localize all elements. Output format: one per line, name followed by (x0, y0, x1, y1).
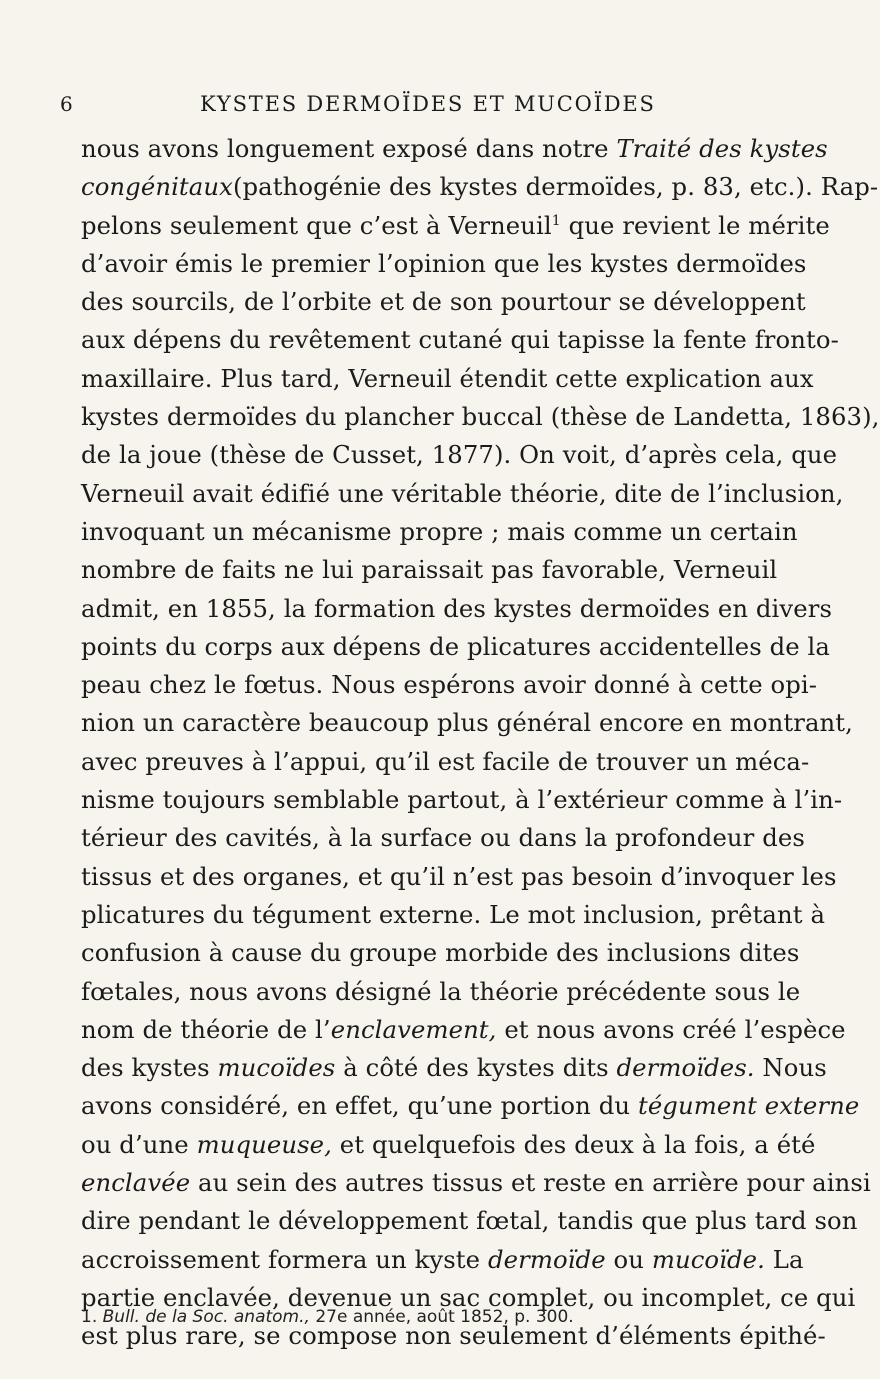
text-run: fœtales, nous avons désigné la théorie précédente sous le (81, 976, 801, 1006)
text-run: (pathogénie des kystes dermoïdes, p. 83, etc.). Rap- (232, 172, 879, 202)
text-run: nisme toujours semblable partout, à l’extérieur comme à l’in- (81, 785, 843, 815)
text-line (81, 1202, 858, 1240)
text-run: et nous avons créé l’espèce (496, 1014, 846, 1044)
text-run: et quelquefois des deux à la fois, a été (331, 1129, 816, 1159)
page-header (60, 92, 720, 118)
text-line (81, 666, 818, 704)
italic-run: enclavée (81, 1168, 191, 1198)
body-paragraph (81, 130, 880, 1356)
italic-run: dermoïde (487, 1244, 606, 1274)
footnote-details: 27e année, août 1852, p. 300. (315, 1307, 574, 1327)
text-run: dire pendant le développement fœtal, tandis que plus tard son (81, 1206, 858, 1236)
text-run: de la joue (thèse de Cusset, 1877). On voit, d’après cela, que (81, 440, 838, 470)
text-run: plicatures du tégument externe. Le mot inclusion, prêtant à (81, 899, 826, 929)
text-line (81, 590, 833, 628)
text-line (81, 858, 837, 896)
text-line (81, 973, 801, 1011)
text-run: térieur des cavités, à la surface ou dans la profondeur des (81, 823, 805, 853)
text-line (81, 245, 807, 283)
italic-run: mucoïde. (651, 1244, 765, 1274)
text-run: d’avoir émis le premier l’opinion que les kystes dermoïdes (81, 248, 807, 278)
text-line (81, 1049, 827, 1087)
text-line (81, 360, 814, 398)
text-run: points du corps aux dépens de plicatures accidentelles de la (81, 631, 831, 661)
text-run: des kystes (81, 1053, 218, 1083)
text-run: confusion à cause du groupe morbide des inclusions dites (81, 938, 800, 968)
text-line (81, 896, 826, 934)
text-run: La (764, 1244, 804, 1274)
text-run: partie enclavée, devenue un sac complet, ou incomplet, ce qui (81, 1282, 856, 1312)
text-run: aux dépens du revêtement cutané qui tapisse la fente fronto- (81, 325, 839, 355)
text-run: que revient le mérite (560, 210, 830, 240)
text-run: à côté des kystes dits (335, 1053, 617, 1083)
page-number: 6 (60, 92, 73, 116)
text-line (81, 743, 810, 781)
text-run: est plus rare, se compose non seulement d’éléments épithé- (81, 1321, 826, 1351)
italic-run: Traité des kystes (616, 134, 828, 163)
text-run: admit, en 1855, la formation des kystes dermoïdes en divers (81, 593, 833, 623)
text-run: kystes dermoïdes du plancher buccal (thèse de Landetta, 1863), (81, 402, 880, 432)
text-run: ou (605, 1244, 652, 1274)
text-line (81, 475, 844, 513)
text-run: accroissement formera un kyste (81, 1244, 488, 1274)
italic-run: tégument externe (637, 1091, 860, 1121)
text-line (81, 130, 828, 168)
text-line (81, 704, 853, 742)
text-line (81, 1241, 804, 1279)
footnote-journal: Bull. de la Soc. anatom., (102, 1307, 310, 1327)
footnote (81, 1305, 743, 1329)
text-line (81, 398, 880, 436)
text-run: nous avons longuement exposé dans notre (81, 134, 617, 163)
text-run: nion un caractère beaucoup plus général encore en montrant, (81, 708, 853, 738)
italic-run: enclavement, (330, 1014, 497, 1044)
text-run: ou d’une (81, 1129, 197, 1159)
text-run: peau chez le fœtus. Nous espérons avoir donné à cette opi- (81, 670, 818, 700)
text-run: des sourcils, de l’orbite et de son pourtour se développent (81, 287, 806, 317)
italic-run: muqueuse, (196, 1129, 332, 1159)
text-line (81, 321, 839, 359)
text-line (81, 628, 831, 666)
text-line (81, 513, 798, 551)
text-line (81, 781, 843, 819)
text-run: invoquant un mécanisme propre ; mais comme un certain (81, 516, 798, 546)
text-run: pelons seulement que c’est à Verneuil (81, 210, 552, 240)
running-title: KYSTES DERMOÏDES ET MUCOÏDES (200, 92, 656, 116)
footnote-number: 1. (81, 1307, 98, 1327)
text-line (81, 168, 879, 206)
footnote-marker: 1 (551, 212, 561, 229)
text-run: au sein des autres tissus et reste en arrière pour ainsi (190, 1168, 871, 1198)
text-run: maxillaire. Plus tard, Verneuil étendit cette explication aux (81, 363, 814, 393)
text-line (81, 934, 800, 972)
text-run: avec preuves à l’appui, qu’il est facile de trouver un méca- (81, 746, 810, 776)
text-line (81, 1164, 871, 1202)
text-line (81, 1126, 816, 1164)
text-line (81, 436, 838, 474)
text-run: Verneuil avait édifié une véritable théorie, dite de l’inclusion, (81, 478, 844, 508)
text-line (81, 819, 805, 857)
text-run: nom de théorie de l’ (81, 1014, 331, 1044)
text-line (81, 1087, 860, 1125)
italic-run: mucoïdes (217, 1053, 336, 1083)
italic-run: dermoïdes. (616, 1053, 755, 1083)
text-run: Nous (754, 1053, 827, 1083)
text-line (81, 207, 830, 245)
text-run: nombre de faits ne lui paraissait pas favorable, Verneuil (81, 555, 778, 585)
text-run: avons considéré, en effet, qu’une portion du (81, 1091, 638, 1121)
text-run: tissus et des organes, et qu’il n’est pas besoin d’invoquer les (81, 861, 837, 891)
text-line (81, 551, 778, 589)
text-line (81, 283, 806, 321)
text-line (81, 1011, 846, 1049)
italic-run: congénitaux (81, 172, 233, 202)
